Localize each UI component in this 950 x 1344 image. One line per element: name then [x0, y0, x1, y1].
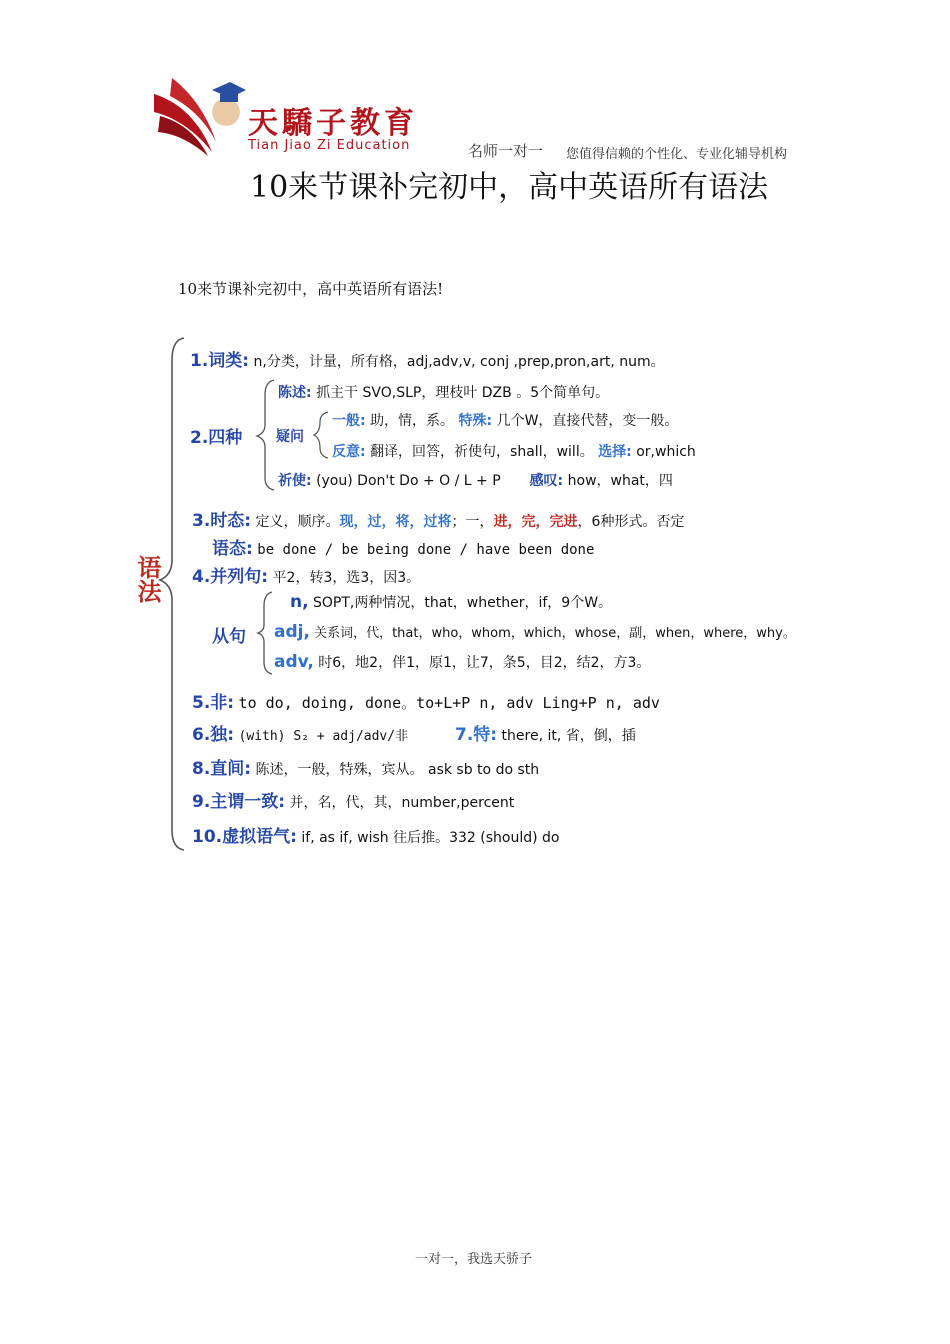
row9-text: 并，名，代，其，number,percent [289, 795, 515, 811]
intro-text: 10来节课补完初中，高中英语所有语法! [178, 280, 444, 298]
row2-head: 2.四种 [190, 428, 243, 448]
row6-head: 6.独: [192, 725, 235, 745]
row7-text: there, it, 省，倒，插 [501, 728, 636, 744]
logo-chinese-text: 天驕子教育 [248, 106, 418, 141]
row-declarative [278, 382, 609, 402]
row3b-text: be done / be being done / have been done [257, 542, 595, 558]
row-agreement [192, 787, 514, 812]
page-title: 10来节课补完初中，高中英语所有语法 [250, 170, 769, 205]
row-tenses: 3.时态: 定义，顺序。现，过，将，过将；一，进，完，完进，6种形式。否定 [192, 511, 685, 531]
row10-head: 10.虚拟语气: [192, 827, 297, 847]
tag-question-label: 反意: [332, 444, 366, 460]
row9-head: 9.主谓一致: [192, 792, 286, 812]
row-subjunctive [192, 822, 559, 847]
declarative-label: 陈述: [278, 385, 312, 401]
row-direct-indirect [192, 754, 539, 779]
general-question-text: 助，情，系。 [370, 413, 455, 429]
row5-text: to do, doing, done。to+L+P n, adv Ling+P n, adv [238, 694, 660, 712]
row5-head: 5.非: [192, 693, 235, 713]
logo-english-text: Tian Jiao Zi Education [248, 138, 411, 153]
main-bracket [160, 338, 184, 850]
row-non-finite [192, 688, 660, 713]
row-absolute [192, 720, 408, 745]
row4-text: 平2，转3，选3，因3。 [272, 570, 421, 586]
root-label-grammar [132, 555, 163, 610]
row1-head: 1.词类: [190, 351, 250, 371]
slogan-secondary: 您值得信赖的个性化、专业化辅导机构 [566, 147, 788, 162]
question-bracket [314, 412, 328, 458]
row-special [455, 720, 636, 745]
row-word-classes [190, 346, 665, 371]
row-tag-question [332, 441, 696, 461]
row-voice [212, 534, 594, 559]
declarative-text: 抓主干 SVO,SLP，理枝叶 DZB 。5个简单句。 [316, 385, 610, 401]
row10-text: if, as if, wish 往后推。332 (should) do [301, 830, 560, 846]
row-compound-sentence [192, 562, 420, 587]
slogan-primary: 名师一对一 [468, 142, 544, 160]
choice-question-label: 选择: [598, 444, 632, 460]
root-label-text: 语法 [133, 555, 162, 603]
choice-question-text: or,which [636, 444, 696, 460]
question-label: 疑问 [276, 429, 304, 445]
row-four-types-head [190, 423, 242, 448]
row8-head: 8.直间: [192, 759, 252, 779]
clause-bracket [258, 592, 272, 674]
general-question-label: 一般: [332, 413, 366, 429]
exclamatory-text: how，what，四 [567, 473, 673, 489]
row7-head: 7.特: [455, 725, 498, 745]
row4-head: 4.并列句: [192, 567, 269, 587]
row3b-head: 语态: [212, 539, 253, 559]
row6-text: (with) S₂ + adj/adv/非 [238, 729, 409, 744]
row3-head: 3.时态: [192, 511, 252, 531]
special-question-label: 特殊: [458, 413, 493, 429]
row8-text: 陈述，一般，特殊，宾从。 ask sb to do sth [255, 762, 540, 778]
special-question-text: 几个W，直接代替，变一般。 [496, 413, 679, 429]
four-types-bracket [257, 380, 274, 490]
page-footer: 一对一，我选天骄子 [415, 1252, 533, 1267]
row1-text: n,分类，计量，所有格，adj,adv,v, conj ,prep,pron,art, num。 [253, 354, 665, 370]
row-imperative [278, 470, 673, 490]
row-adjective-clause: adj, 关系词，代，that，who，whom，which，whose，副，when，where，why。 [274, 622, 796, 642]
row-noun-clause: n, SOPT,两种情况，that，whether，if，9个W。 [290, 592, 613, 612]
imperative-label: 祈使: [278, 473, 312, 489]
exclamatory-label: 感叹: [529, 473, 564, 489]
tag-question-text: 翻译，回答，祈使句，shall，will。 [370, 444, 594, 460]
clause-label: 从句 [212, 627, 246, 647]
imperative-text: (you) Don't Do + O / L + P [316, 473, 501, 489]
row-general-question [332, 410, 678, 430]
row-adverbial-clause: adv, 时6，地2，伴1，原1，让7，条5，目2，结2，方3。 [274, 652, 651, 672]
